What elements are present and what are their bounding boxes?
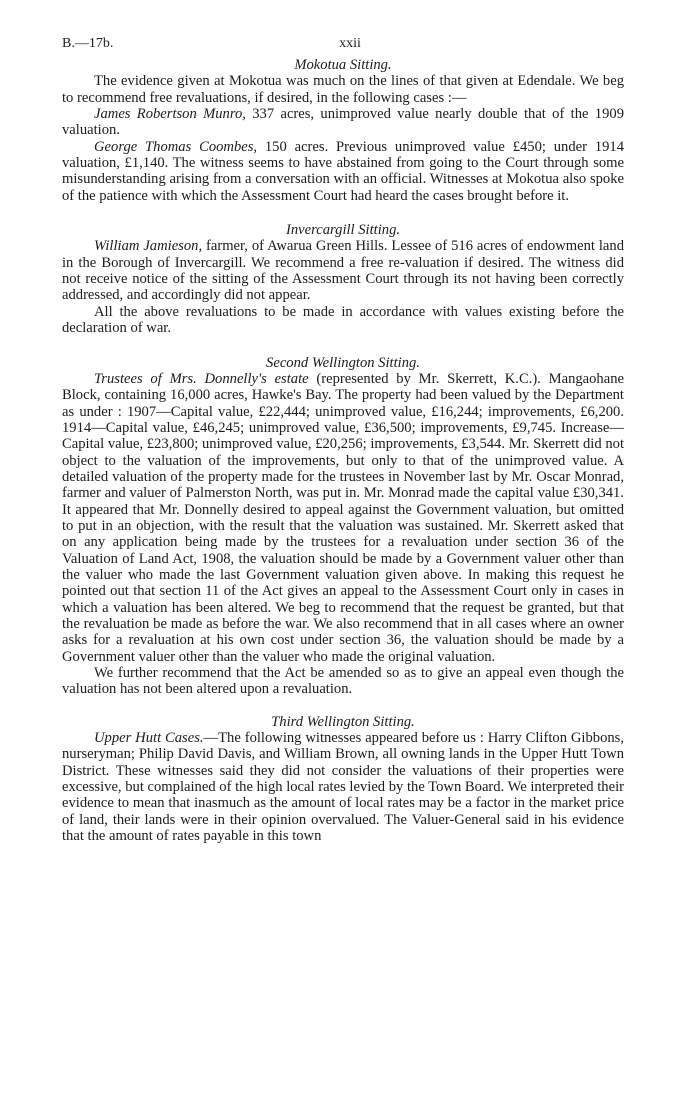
paragraph [62,106,624,139]
paragraph [62,371,624,665]
paragraph: The evidence given at Mokotua was much on the lines of that given at Edendale. We beg to recommend free revaluations, if desired, in the following cases :— [62,73,624,106]
paragraph [62,730,624,844]
document-body [62,57,624,844]
section-heading: Mokotua Sitting. [294,57,392,73]
person-name: William Jamieson, [94,238,203,255]
person-name: James Robertson Munro, [94,106,246,123]
page-number: xxii [339,36,361,51]
third-wellington-section [62,714,624,845]
paragraph: We further recommend that the Act be amended so as to give an appeal even though the valuation has not been altered upon a revaluation. [62,665,624,698]
section-spacer [62,337,624,355]
paragraph-text: farmer, of Awarua Green Hills. Lessee of 516 acres of endowment land in the Borough of Invercargill. We recommend a free re-valuation if desired. The witness did not receive notice of the sitting of the Assessment Court through its not having been correctly addressed, and accordingly did not appear. [62,238,624,304]
case-title: Upper Hutt Cases. [94,730,204,747]
paragraph-text: 337 acres, unimproved value nearly double that of the 1909 valuation. [62,106,624,139]
person-name: George Thomas Coombes, [94,138,258,155]
person-name: Trustees of Mrs. Donnelly's estate [94,370,309,387]
section-heading: Invercargill Sitting. [285,222,401,239]
paragraph: All the above revaluations to be made in accordance with values existing before the declaration of war. [62,303,624,337]
paragraph-text: 150 acres. Previous unimproved value £450; under 1914 valuation, £1,140. The witness seems to have abstained from going to the Court through some misunderstanding arising from a conversation with an official. Witnesses at Mokotua also spoke of the patience with which the Assessment Court had heard the cases brought before it. [62,138,624,204]
mokotua-section [62,57,624,204]
paragraph-text: (represented by Mr. Skerrett, K.C.). Mangaohane Block, containing 16,000 acres, Hawke's Bay. The property had been valued by the Department as under : 1907—Capital value, £22,444; unimproved value, £16,244; improvements, £6,200. 1914—Capital value, £46,245; unimproved value, £36,500; improvements, £9,745. Increase—Capital value, £23,800; unimproved value, £20,256; improvements, £3,544. Mr. Skerrett did not object to the valuation of the improvements, but only to that of the unimproved value. A detailed valuation of the property made for the trustees in November last by Mr. Oscar Monrad, farmer and valuer of Palmerston North, was put in. Mr. Monrad made the capital value £30,341. It appeared that Mr. Donnelly desired to appeal against the Government valuation, but omitted to put in an objection, with the result that the valuation was sustained. Mr. Skerrett asked that on any application being made by the trustees for a revaluation under section 36 of the Valuation of Land Act, 1908, the valuation should be made by a Government valuer other than the valuer who made the last Government valuation given above. In making this request he pointed out that section 11 of the Act gives an appeal to the Assessment Court only in cases in which a valuation has been altered. We beg to recommend that the request be granted, but that the revaluation be made as before the war. We also recommend that in all cases where an owner asks for a revaluation at his own cost under section 36, the valuation should be made by a Government valuer other than the valuer who made the original valuation. [62,370,624,665]
paragraph [62,139,624,204]
section-heading: Second Wellington Sitting. [266,354,420,371]
section-spacer [62,698,624,714]
second-wellington-section [62,355,624,698]
section-spacer [62,204,624,222]
invercargill-section [62,222,624,336]
paragraph [62,238,624,303]
section-heading: Third Wellington Sitting. [271,713,415,730]
document-reference: B.—17b. [62,36,114,51]
paragraph-text: —The following witnesses appeared before us : Harry Clifton Gibbons, nurseryman; Philip David Davis, and William Brown, all owning lands in the Upper Hutt Town District. These witnesses said they did not consider the valuations of their properties were excessive, but complained of the high local rates levied by the Town Board. We interpreted their evidence to mean that inasmuch as the amount of local rates may be a factor in the market price of land, their lands were in their opinion overvalued. The Valuer-General said in his evidence that the amount of rates payable in this town [62,730,624,845]
